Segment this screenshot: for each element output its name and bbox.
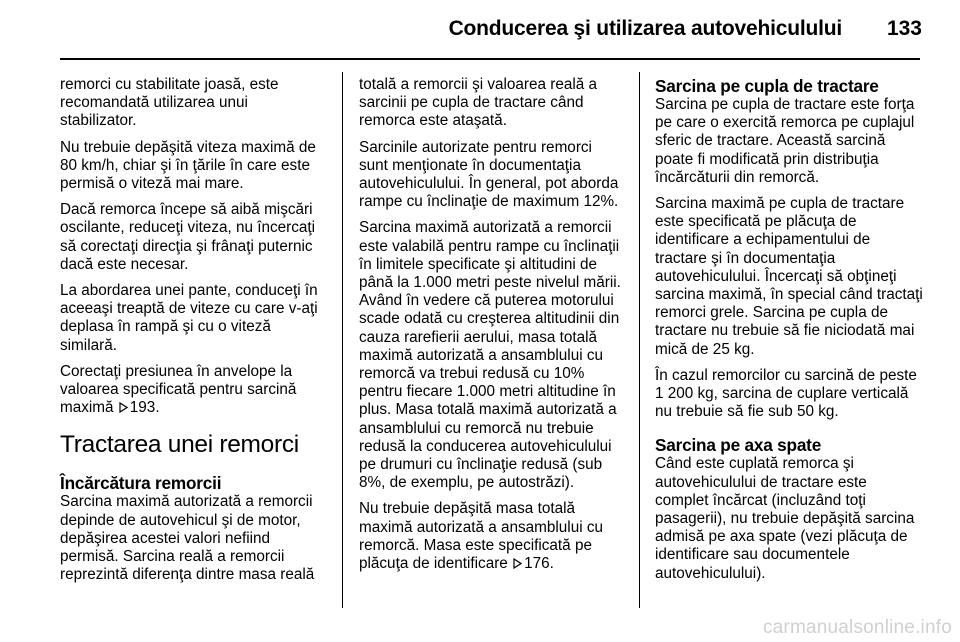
paragraph-with-reference <box>60 363 328 418</box>
watermark: carmanualsonline.info <box>762 617 952 638</box>
paragraph: remorci cu stabilitate joasă, este recomandată utilizarea unui stabilizator. <box>60 76 279 130</box>
paragraph: La abordarea unei pante, conduceţi în aceeaşi treaptă de viteze cu care v-aţi deplasa în rampă şi cu o viteză similară. <box>60 282 318 354</box>
column-divider-1 <box>342 72 343 608</box>
subsection-title: Încărcătura remorcii <box>60 473 222 494</box>
subsection-title: Sarcina pe cupla de tractare <box>655 76 879 96</box>
paragraph-with-reference <box>359 500 625 573</box>
paragraph-text: Corectaţi presiunea în anvelope la valoarea specificată pentru sarcină maximă <box>60 362 297 417</box>
header-title: Conducerea şi utilizarea autovehiculului <box>448 17 842 40</box>
paragraph: Nu trebuie depăşită viteza maximă de 80 km/h, chiar şi în ţările în care este permisă o viteză mai mare. <box>60 138 316 193</box>
header-rule <box>60 58 920 60</box>
paragraph: Când este cuplată remorca şi autovehiculului de tractare este complet încărcat (incluzând toţi pasagerii), nu trebuie depăşită sarcina admisă pe axa spate (vezi plăcuţa de identificare sau documentele autovehiculului). <box>655 455 915 582</box>
paragraph: Sarcinile autorizate pentru remorci sunt menţionate în documentaţia autovehiculului. În general, pot aborda rampe cu înclinaţie de maximum 12%. <box>359 138 619 211</box>
column-2 <box>359 76 625 581</box>
section-title: Tractarea unei remorci <box>60 431 299 459</box>
paragraph: Sarcina pe cupla de tractare este forţa pe care o exercită remorca pe cuplajul sferic de tractare. Această sarcină poate fi modificată prin distribuţia încărcăturii din remorcă. <box>655 96 915 186</box>
paragraph: Dacă remorca începe să aibă mişcări oscilante, reduceţi viteza, nu încercaţi să corectaţi direcţia şi frânaţi puternic dacă este necesar. <box>60 201 316 273</box>
paragraph: Sarcina maximă autorizată a remorcii este valabilă pentru rampe cu înclinaţii în limitele specificate şi altitudini de până la 1.000 metri peste nivelul mării. Având în vedere că puterea motorului scade odată cu creşterea altitudinii din cauza rarefierii aerului, masa totală maximă autorizată a ansamblului cu remorcă va trebui redusă cu 10% pentru fiecare 1.000 metri altitudine în plus. Masa totală maximă autorizată a ansamblului cu remorcă nu trebuie redusă la conducerea autovehiculului pe drumuri cu înclinaţie redusă (sub 8%, de exemplu, pe autostrăzi). <box>359 219 621 492</box>
page-reference-icon <box>513 558 522 569</box>
column-divider-2 <box>639 72 640 608</box>
page-reference[interactable]: 176. <box>524 555 554 573</box>
paragraph: Sarcina maximă autorizată a remorcii depinde de autovehicul şi de motor, depăşirea acestei valori nefiind permisă. Sarcina reală a remorcii reprezintă diferenţa dintre masa reală <box>60 493 315 584</box>
page-header <box>0 0 960 50</box>
subsection-title: Sarcina pe axa spate <box>655 435 822 456</box>
paragraph: În cazul remorcilor cu sarcină de peste 1 200 kg, sarcina de cuplare verticală nu trebuie să fie sub 50 kg. <box>655 366 917 421</box>
column-1 <box>60 76 328 592</box>
page-reference[interactable]: 193. <box>129 399 160 417</box>
page-number: 133 <box>886 17 922 40</box>
paragraph-text: Nu trebuie depăşită masa totală maximă autorizată a ansamblului cu remorcă. Masa este specificată pe plăcuţa de identificare <box>359 500 604 573</box>
page-reference-icon <box>119 402 128 413</box>
paragraph: Sarcina maximă pe cupla de tractare este specificată pe plăcuţa de identificare a echipamentului de tractare şi în documentaţia autovehiculului. Încercaţi să obţineţi sarcina maximă, în special când tractaţi remorci grele. Sarcina pe cupla de tractare nu trebuie să fie niciodată mai mică de 25 kg. <box>655 195 923 358</box>
column-3 <box>655 76 923 591</box>
paragraph: totală a remorcii şi valoarea reală a sarcinii pe cupla de tractare când remorca este ataşată. <box>359 76 598 130</box>
